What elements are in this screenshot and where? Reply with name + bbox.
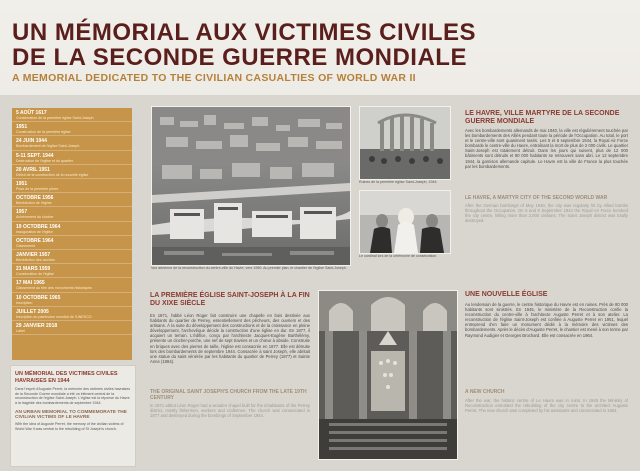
info-box-body-en: With the idea of Auguste Perret, the memory of the civilian victims of World War II was central to the rebuilding of St Joseph's church.	[15, 422, 124, 431]
timeline-entry	[12, 108, 132, 122]
cardinal-caption: Le cardinal lors de la cérémonie de consécration.	[359, 254, 438, 258]
timeline-text: Classement au titre des monuments historiques	[16, 286, 92, 291]
first-church-text: En 1871, l'abbé Léon Roger fait construire une chapelle en bois destinée aux habitants du quartier de Perrey, essentiellement des pêcheurs, des ouvriers et des artisans. À la suite du développement des constructions et de la croissance en pleine développement, l'archevêque décide la construction d'une église en dur. En 1877, il acquiert un terrain. L'édifice, conçu par l'architecte Jacques-Eugène Barthélémy, présente un clocher-porche, une nef de sept travées et un chœur à abside. Construite en briques avec des pierres de taille, l'église est consacrée en 1877. Elle est détruite lors des bombardements de septembre 1944. Consacrée à saint Joseph, elle abritait une statue du saint vénérée par les habitants du quartier de Perrey (1877) et Sainte Anne (1884).	[150, 313, 310, 364]
timeline-date: 21 MARS 1959	[16, 266, 51, 273]
ruins-caption: Ruines de la première église Saint-Joseph, 1944.	[359, 180, 438, 184]
martyr-city-text: Avec les bombardements allemands de mai 1940, la ville est régulièrement touchée par les bombardements des Alliés pendant toute la période de l'Occupation. Au total, le port et le centre-ville sont quasiment rasés. Les 5 et 6 septembre 1944, la Royal Air Force bombarde le centre-ville du Havre, entraînant la mort de plus de 2 000 civils. Le quartier Saint-Joseph est totalement détruit. Dans les jours qui suivent, plus de 12 000 bâtiments sont détruits et 80 000 habitants se retrouvent sans abri. Le 12 septembre 1944, la garnison allemande capitule. Le Havre est la ville de France la plus touchée par les bombardements.	[465, 128, 628, 169]
timeline-entry	[12, 179, 132, 193]
timeline-text: Consécration de la première église Saint-Joseph	[16, 116, 94, 120]
timeline-entry	[12, 264, 132, 278]
ruins-photo	[359, 106, 451, 180]
timeline-text: Début de la construction de la nouvelle église	[16, 172, 89, 177]
timeline-text: Inscription	[16, 300, 33, 305]
timeline-entry	[12, 250, 132, 264]
martyr-city-subheading: LE HAVRE, A MARTYR CITY OF THE SECOND WORLD WAR	[465, 195, 608, 201]
timeline-entry	[12, 236, 132, 250]
timeline-entry	[12, 122, 132, 136]
timeline-entry	[12, 136, 132, 150]
timeline-date: OCTOBRE 1964	[16, 237, 54, 244]
new-church-subheading: A NEW CHURCH	[465, 389, 505, 395]
first-church-subheading: THE ORIGINAL SAINT JOSEPH'S CHURCH FROM THE LATE 19TH CENTURY	[150, 389, 307, 401]
timeline-text: Bénédiction de l'église	[16, 201, 52, 206]
info-box-title-en: AN URBAN MEMORIAL TO COMMEMORATE THE CIVILIAN VICTIMS OF LE HAVRE	[15, 410, 127, 420]
timeline-date: 1951	[16, 181, 28, 188]
timeline-entry	[12, 293, 132, 307]
timeline-date: JUILLET 2005	[16, 308, 49, 315]
timeline-entry	[12, 278, 132, 292]
timeline-date: OCTOBRE 1956	[16, 195, 54, 202]
timeline-entry	[12, 222, 132, 236]
timeline-text: Bombardement de l'église Saint-Joseph	[16, 144, 80, 149]
cardinal-photo-image	[360, 191, 450, 253]
timeline-date: 20 AVRIL 1951	[16, 166, 50, 173]
martyr-city-heading: LE HAVRE, VILLE MARTYRE DE LA SECONDE GUERRE MONDIALE	[465, 110, 620, 125]
timeline-text: Label	[16, 329, 25, 334]
new-church-text-en: After the war, the historic centre of Le Havre was in ruins. In 1945 the Ministry of Reconstruction entrusted the rebuilding of the city centre to the architect Auguste Perret. The new church was completed by his assistants and consecrated in 1964.	[465, 398, 628, 414]
timeline-text: Construction de la première église	[16, 130, 71, 135]
timeline-date: 5-11 SEPT. 1944	[16, 152, 54, 159]
page-title	[12, 20, 612, 70]
new-church-heading: UNE NOUVELLE ÉGLISE	[465, 291, 548, 298]
timeline-text: Consécration de l'église	[16, 272, 55, 277]
aerial-caption: Vue aérienne de la reconstruction du centre-ville du Havre, vers 1950. Au premier plan, le chantier de l'église Saint-Joseph.	[151, 266, 347, 270]
interior-photo-image	[319, 291, 457, 459]
timeline-date: 17 MAI 1965	[16, 280, 45, 287]
timeline-text: Achèvement du clocher	[16, 215, 54, 220]
aerial-photo	[151, 106, 351, 266]
timeline-text: Inauguration de l'église	[16, 229, 53, 234]
timeline-text: Inscription au patrimoine mondial de l'UNESCO	[16, 314, 92, 319]
timeline-text: Bénédiction des cloches	[16, 258, 55, 263]
page-subtitle: A MEMORIAL DEDICATED TO THE CIVILIAN CASUALTIES OF WORLD WAR II	[12, 72, 416, 84]
title-line-2: DE LA SECONDE GUERRE MONDIALE	[12, 44, 467, 71]
timeline-entry	[12, 321, 132, 335]
timeline-text: Destruction de l'église et du quartier	[16, 158, 74, 163]
timeline-date: 1951	[16, 124, 28, 131]
timeline	[12, 108, 132, 360]
ruins-photo-image	[360, 107, 450, 179]
first-church-heading: LA PREMIÈRE ÉGLISE SAINT-JOSEPH À LA FIN DU XIXE SIÈCLE	[150, 292, 310, 307]
interior-photo	[318, 290, 458, 460]
timeline-date: 19 OCTOBRE 1964	[16, 223, 61, 230]
martyr-city-text-en: After the German bombings of May 1940, the city was regularly hit by Allied bombs throughout the Occupation. On 5 and 6 September 1944 the Royal Air Force bombed the city centre, killing more than 2,000 civilians. The Saint Joseph district was totally destroyed.	[465, 203, 628, 224]
timeline-entry	[12, 207, 132, 221]
timeline-entry	[12, 193, 132, 207]
new-church-text: Au lendemain de la guerre, le centre historique du Havre est en ruines. Près de 80 000 habitants sont sinistrés. En 1945, le ministère de la Reconstruction confie la reconstruction du centre-ville à l'architecte Auguste Perret et à son atelier. La reconstruction de l'église Saint-Joseph est confiée à Auguste Perret en 1951, lequel entreprend d'en faire un monument dédié à la mémoire des victimes des bombardements. Après le décès d'Auguste Perret, le chantier est mené à son terme par Raymond Audigier et Georges Brochard. Elle est consacrée en 1964.	[465, 302, 628, 338]
memorial-info-box	[10, 365, 136, 467]
timeline-date: JANVIER 1957	[16, 252, 51, 259]
aerial-photo-image	[152, 107, 350, 265]
info-box-body: Dans l'esprit d'Auguste Perret, la mémoire des victimes civiles havraises de la Seconde Guerre mondiale a été un élément central de la reconstruction de l'église Saint-Joseph. L'église est la réponse du Havre à la tragédie des bombardements de septembre 1944.	[15, 387, 131, 405]
first-church-text-en: In 1871 abbot Léon Roger had a wooden chapel built for the inhabitants of the Perrey district, mostly fishermen, workers and craftsmen. The church was consecrated in 1877 and destroyed during the bombings of September 1944.	[150, 403, 310, 419]
timeline-date: 24 JUIN 1944	[16, 138, 47, 145]
timeline-date: 29 JANVIER 2018	[16, 323, 58, 330]
timeline-entry	[12, 307, 132, 321]
timeline-text: Pose de la première pierre	[16, 187, 59, 192]
timeline-entry	[12, 151, 132, 165]
timeline-date: 1957	[16, 209, 28, 216]
timeline-text: Classement	[16, 243, 35, 248]
cardinal-photo	[359, 190, 451, 254]
info-box-title: UN MÉMORIAL DES VICTIMES CIVILES HAVRAISES EN 1944	[15, 371, 118, 384]
timeline-entry	[12, 165, 132, 179]
timeline-date: 10 OCTOBRE 1965	[16, 294, 61, 301]
title-line-1: UN MÉMORIAL AUX VICTIMES CIVILES	[12, 19, 477, 46]
timeline-date: 5 AOÛT 1617	[16, 110, 47, 116]
